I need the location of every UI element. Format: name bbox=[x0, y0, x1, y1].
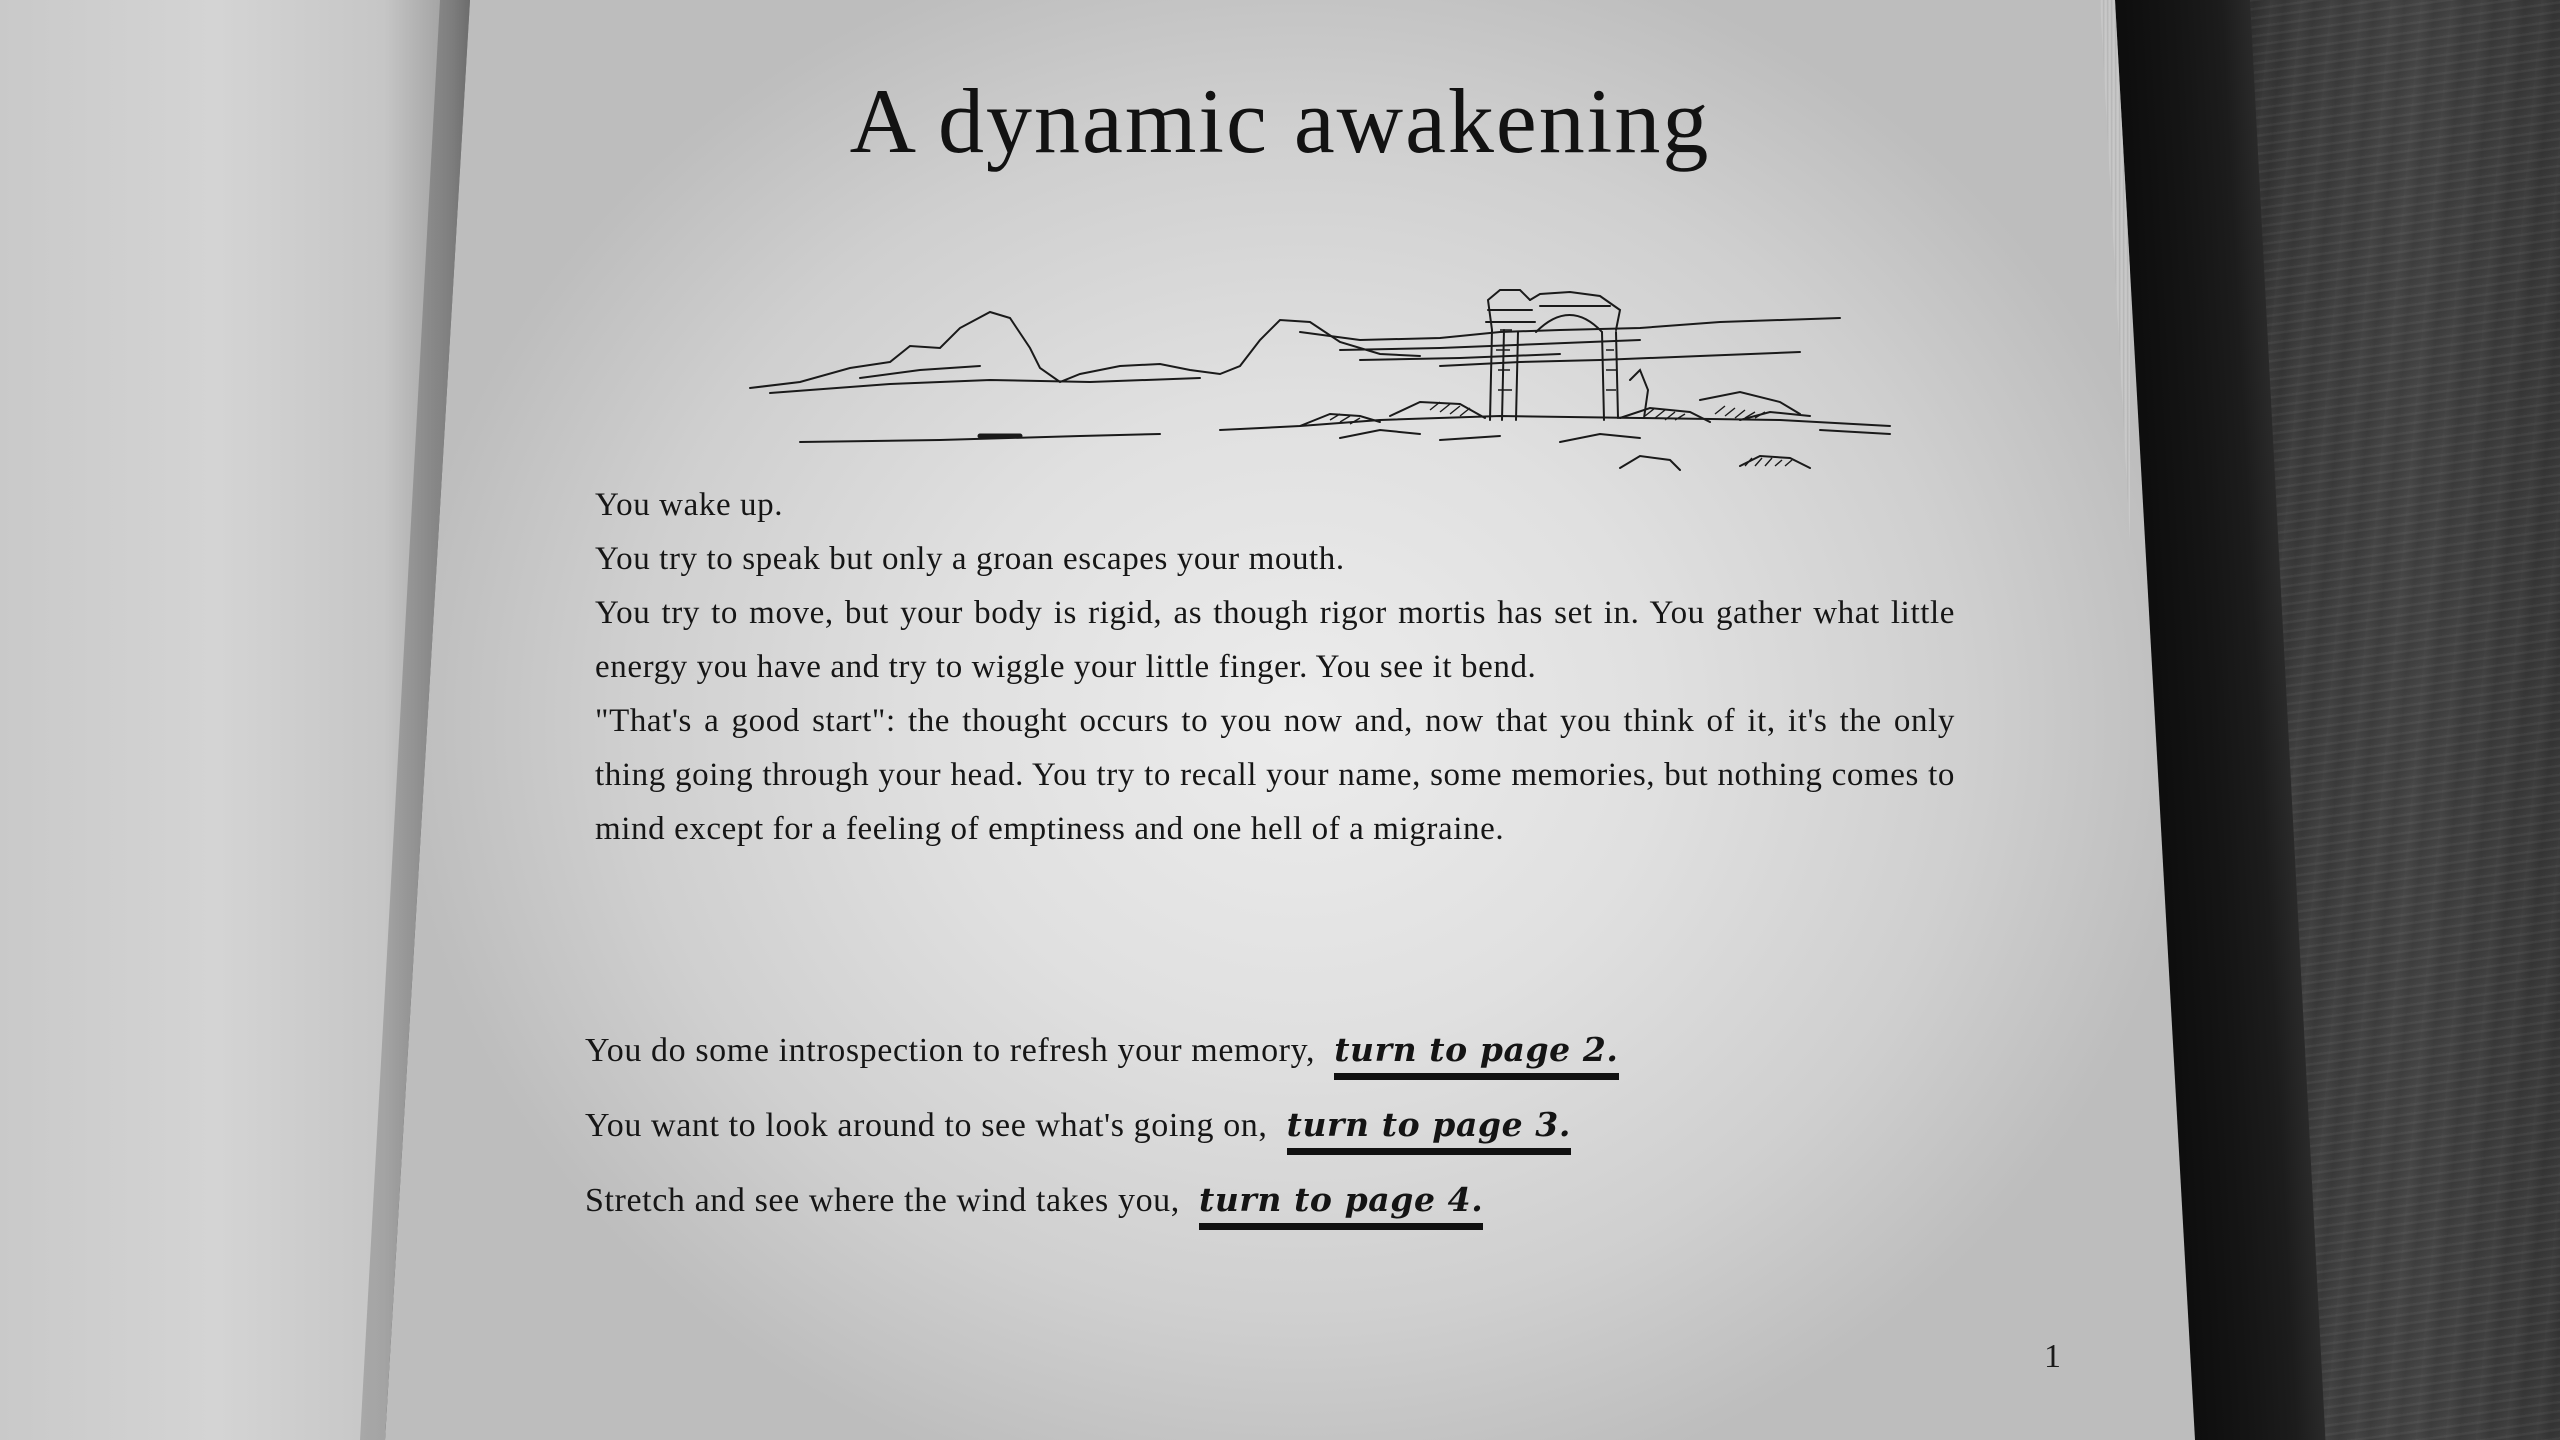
story-paragraph: You wake up. bbox=[595, 487, 784, 523]
story-text bbox=[595, 478, 1955, 856]
choice-item bbox=[585, 1105, 1885, 1180]
story-paragraph: You try to move, but your body is rigid, as though rigor mortis has set in. You gather what little energy you have and try to wiggle your little finger. You see it bend. bbox=[595, 595, 1955, 685]
choice-text: You do some introspection to refresh your memory, bbox=[585, 1032, 1316, 1069]
choice-text: You want to look around to see what's going on, bbox=[585, 1107, 1268, 1144]
choice-text: Stretch and see where the wind takes you, bbox=[585, 1182, 1180, 1219]
page-title: A dynamic awakening bbox=[849, 70, 1711, 172]
story-paragraph: "That's a good start": the thought occurs to you now and, now that you think of it, it's the only thing going through your head. You try to recall your name, some memories, but nothing comes to mind except for a feeling of emptiness and one hell of a migraine. bbox=[595, 703, 1955, 847]
turn-to-page-3-link[interactable]: turn to page 3. bbox=[1287, 1105, 1571, 1155]
turn-to-page-2-link[interactable]: turn to page 2. bbox=[1334, 1030, 1618, 1080]
choice-list bbox=[585, 1030, 1885, 1255]
ruined-arch-landscape-sketch-icon bbox=[740, 270, 1900, 500]
story-paragraph: You try to speak but only a groan escapes your mouth. bbox=[595, 541, 1345, 577]
page-number: 1 bbox=[2044, 1338, 2061, 1375]
choice-item bbox=[585, 1180, 1885, 1255]
choice-item bbox=[585, 1030, 1885, 1105]
turn-to-page-4-link[interactable]: turn to page 4. bbox=[1199, 1180, 1483, 1230]
